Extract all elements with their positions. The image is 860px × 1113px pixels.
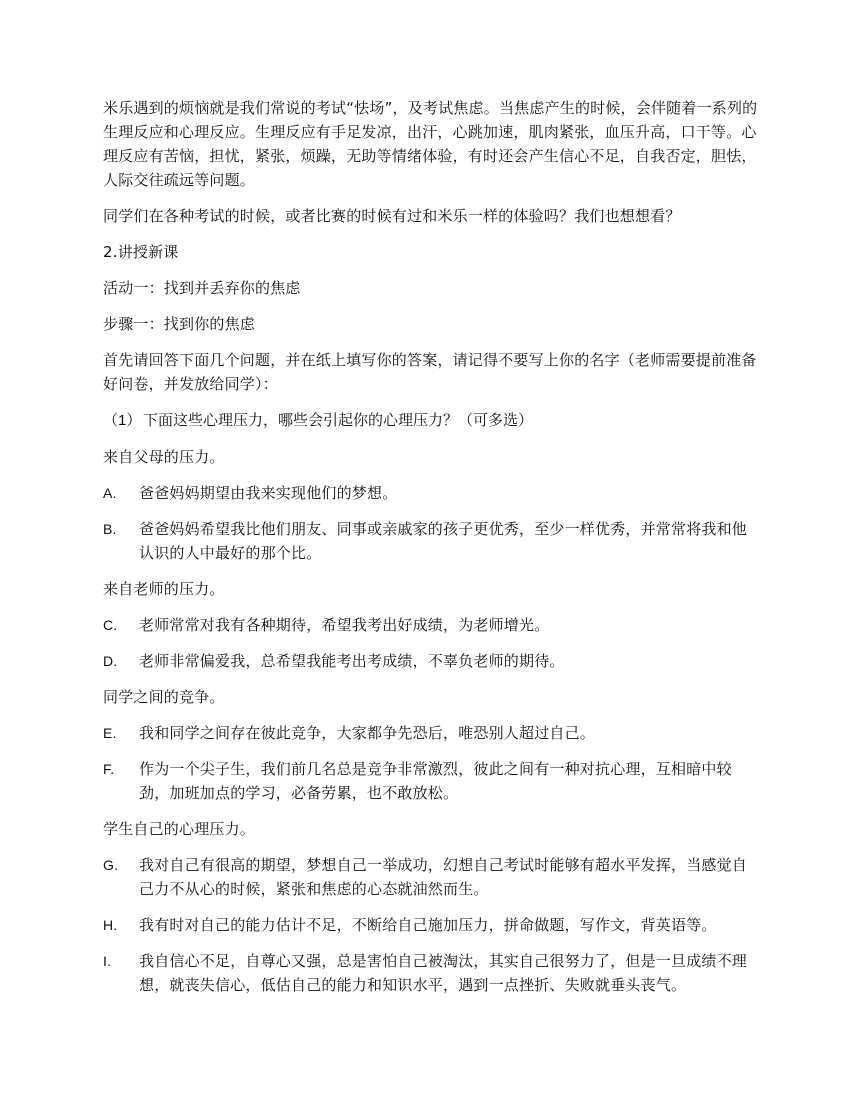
option-item-g [103,853,758,901]
option-tag: A. [103,485,117,501]
option-text: 爸爸妈妈希望我比他们朋友、同事或亲戚家的孩子更优秀，至少一样优秀，并常常将我和他认识的人中最好的那个比。 [139,520,748,562]
option-text: 我自信心不足，自尊心又强，总是害怕自己被淘汰，其实自己很努力了，但是一旦成绩不理想，就丧失信心，低估自己的能力和知识水平，遇到一点挫折、失败就垂头丧气。 [139,952,748,994]
option-tag: H. [103,917,118,933]
option-item-c [103,613,758,637]
option-text: 作为一个尖子生，我们前几名总是竞争非常激烈，彼此之间有一种对抗心理，互相暗中较劲，加班加点的学习，必备劳累，也不敢放松。 [139,760,732,802]
option-text: 老师非常偏爱我，总希望我能考出考成绩，不辜负老师的期待。 [139,652,565,670]
option-tag: D. [103,653,118,669]
option-text: 老师常常对我有各种期待，希望我考出好成绩，为老师增光。 [139,616,550,634]
instruction-paragraph: 首先请回答下面几个问题，并在纸上填写你的答案，请记得不要写上你的名字（老师需要提前准备好问卷，并发放给同学）： [103,351,757,393]
option-tag: F. [103,761,115,777]
group-heading-classmates: 同学之间的竞争。 [103,688,225,706]
document-page [103,96,758,1009]
option-item-d [103,649,758,673]
question-to-students: 同学们在各种考试的时候，或者比赛的时候有过和米乐一样的体验吗？我们也想想看？ [103,207,681,225]
option-text: 我有时对自己的能力估计不足，不断给自己施加压力，拼命做题，写作文，背英语等。 [139,916,717,934]
section-heading: 2.讲授新课 [103,243,179,261]
option-tag: C. [103,617,118,633]
activity-title: 活动一：找到并丢弃你的焦虑 [103,279,301,297]
option-text: 我对自己有很高的期望，梦想自己一举成功，幻想自己考试时能够有超水平发挥，当感觉自己力不从心的时候，紧张和焦虑的心态就油然而生。 [139,856,748,898]
question-line [103,408,758,433]
option-item-e [103,721,758,745]
option-item-b [103,517,758,565]
option-tag: E. [103,725,117,741]
option-item-h [103,913,758,937]
option-tag: I. [103,953,112,969]
group-heading-teachers: 来自老师的压力。 [103,580,225,598]
option-item-f [103,757,758,805]
intro-paragraph: 米乐遇到的烦恼就是我们常说的考试“怯场”，及考试焦虑。当焦虑产生的时候，会伴随着一系列的生理反应和心理反应。生理反应有手足发凉，出汗，心跳加速，肌肉紧张，血压升高，口干等。心理反应有苦恼，担忧，紧张，烦躁，无助等情绪体验，有时还会产生信心不足，自我否定，胆怯，人际交往疏远等问题。 [103,99,758,189]
group-heading-parents: 来自父母的压力。 [103,448,225,466]
question-text: 下面这些心理压力，哪些会引起你的心理压力？（可多选） [143,411,534,429]
option-item-i [103,949,758,997]
step-title: 步骤一：找到你的焦虑 [103,315,256,333]
question-number: （1） [103,412,142,429]
option-item-a [103,481,758,505]
option-tag: B. [103,521,117,537]
option-tag: G. [103,857,119,873]
option-text: 爸爸妈妈期望由我来实现他们的梦想。 [139,484,398,502]
option-text: 我和同学之间存在彼此竞争，大家都争先恐后，唯恐别人超过自己。 [139,724,596,742]
group-heading-self: 学生自己的心理压力。 [103,820,256,838]
